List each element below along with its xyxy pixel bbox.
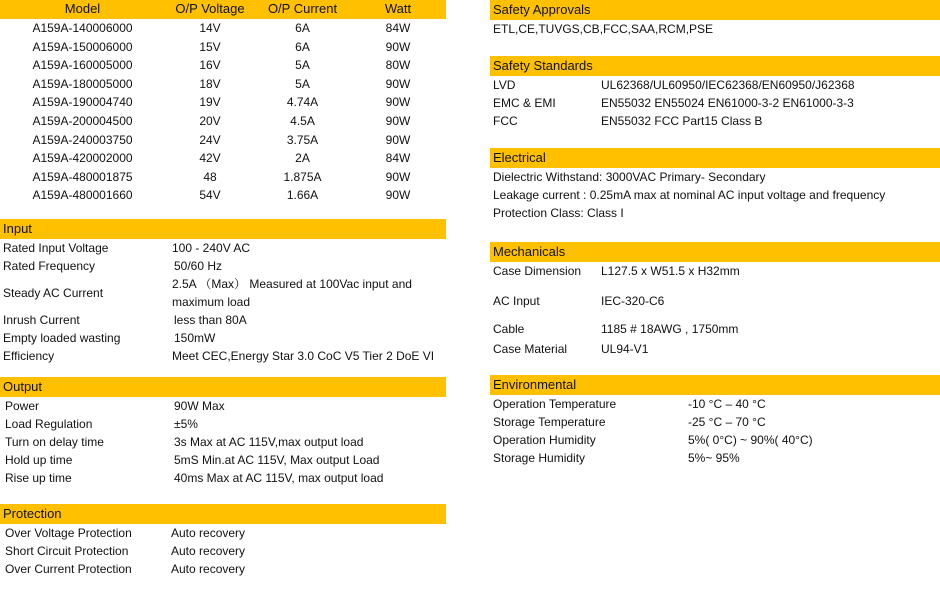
spec-row (490, 112, 940, 130)
spec-row (0, 415, 446, 433)
mechanicals-section (490, 262, 940, 358)
table-row (0, 56, 446, 75)
spec-row (490, 340, 940, 358)
spec-value: UL94-V1 (601, 342, 649, 356)
spec-label: Turn on delay time (5, 434, 104, 449)
spec-value: IEC-320-C6 (601, 294, 665, 308)
spec-row (490, 76, 940, 94)
protection-header: Protection (0, 504, 446, 524)
spec-label: Operation Temperature (493, 397, 617, 411)
spec-value: 100 - 240V AC (172, 240, 251, 255)
header-current: O/P Current (255, 0, 350, 19)
model-cell: A159A-140006000 (32, 21, 133, 35)
spec-label: FCC (493, 114, 518, 128)
spec-value: 5%~ 95% (688, 451, 740, 465)
spec-row (0, 524, 446, 542)
spec-label: Rise up time (5, 470, 72, 485)
spec-line (490, 204, 940, 222)
spec-value: 40ms Max at AC 115V, max output load (174, 470, 384, 485)
environmental-header: Environmental (490, 375, 940, 395)
spec-value: EN55032 EN55024 EN61000-3-2 EN61000-3-3 (601, 96, 854, 110)
current-cell: 1.66A (286, 188, 319, 203)
watt-cell: 90W (385, 169, 411, 184)
model-cell: A159A-190004740 (32, 95, 133, 110)
spec-value: Dielectric Withstand: 3000VAC Primary- Secondary (493, 170, 766, 184)
voltage-cell: 24V (199, 132, 221, 147)
voltage-cell: 54V (199, 188, 221, 203)
spec-line (490, 186, 940, 204)
header-voltage: O/P Voltage (165, 0, 255, 19)
spec-label: Case Dimension (493, 264, 582, 278)
watt-cell: 84W (385, 151, 411, 166)
model-cell: A159A-180005000 (32, 76, 133, 91)
spec-line (490, 168, 940, 186)
watt-cell: 90W (385, 76, 411, 91)
spec-value: UL62368/UL60950/IEC62368/EN60950/J62368 (601, 78, 855, 92)
watt-cell: 90W (385, 132, 411, 147)
model-cell: A159A-150006000 (32, 39, 133, 54)
current-cell: 4.5A (290, 113, 315, 128)
spec-label: Case Material (493, 342, 568, 356)
spec-row (0, 451, 446, 469)
table-row (0, 186, 446, 205)
safety-standards-header: Safety Standards (490, 56, 940, 76)
table-row (0, 19, 446, 38)
spec-value: 5%( 0°C) ~ 90%( 40°C) (688, 433, 813, 447)
voltage-cell: 20V (199, 113, 221, 128)
spec-label: Operation Humidity (493, 433, 596, 447)
spec-value: 5mS Min.at AC 115V, Max output Load (174, 452, 380, 467)
spec-value: less than 80A (174, 312, 247, 327)
mechanicals-header: Mechanicals (490, 242, 940, 262)
spec-label: AC Input (493, 294, 540, 308)
voltage-cell: 19V (199, 95, 221, 110)
spec-row (0, 397, 446, 415)
spec-value: L127.5 x W51.5 x H32mm (601, 264, 740, 278)
spec-row (490, 413, 940, 431)
spec-value: Meet CEC,Energy Star 3.0 CoC V5 Tier 2 DoE VI (172, 348, 435, 363)
spec-label: Storage Humidity (493, 451, 586, 465)
current-cell: 1.875A (283, 169, 322, 184)
watt-cell: 90W (385, 113, 411, 128)
spec-value: Leakage current : 0.25mA max at nominal AC input voltage and frequency (493, 188, 886, 202)
spec-row (490, 318, 940, 340)
model-cell: A159A-420002000 (32, 151, 133, 166)
table-row (0, 112, 446, 131)
spec-value: 150mW (174, 330, 216, 345)
spec-row (490, 94, 940, 112)
current-cell: 4.74A (286, 95, 319, 110)
spec-row (490, 284, 940, 318)
model-cell: A159A-240003750 (32, 132, 133, 147)
spec-row (0, 257, 446, 275)
current-cell: 3.75A (286, 132, 319, 147)
spec-value: 50/60 Hz (174, 258, 223, 273)
spec-value: Protection Class: Class I (493, 206, 624, 220)
input-section (0, 239, 446, 365)
model-cell: A159A-200004500 (32, 113, 133, 128)
spec-value: ±5% (174, 416, 198, 431)
right-column (490, 0, 940, 467)
spec-row (0, 239, 446, 257)
spec-row (0, 542, 446, 560)
electrical-header: Electrical (490, 148, 940, 168)
spec-label: Power (5, 398, 40, 413)
environmental-section (490, 395, 940, 467)
spec-value: Auto recovery (171, 561, 246, 576)
spec-label: Load Regulation (5, 416, 93, 431)
model-cell: A159A-480001660 (32, 188, 133, 203)
table-row (0, 38, 446, 57)
spec-row (490, 395, 940, 413)
table-row (0, 131, 446, 150)
spec-label: Hold up time (5, 452, 73, 467)
spec-label: Storage Temperature (493, 415, 606, 429)
spec-value: -10 °C – 40 °C (688, 397, 766, 411)
voltage-cell: 15V (199, 39, 221, 54)
spec-row (0, 347, 446, 365)
spec-row (0, 275, 446, 311)
current-cell: 5A (295, 76, 310, 91)
model-table-body (0, 19, 446, 205)
spec-label: EMC & EMI (493, 96, 556, 110)
header-model: Model (0, 0, 165, 19)
header-watt: Watt (350, 0, 446, 19)
current-cell: 6A (295, 21, 310, 35)
watt-cell: 90W (385, 95, 411, 110)
model-table-header (0, 0, 446, 19)
spec-row (0, 469, 446, 487)
voltage-cell: 48 (203, 169, 217, 184)
table-row (0, 149, 446, 168)
voltage-cell: 14V (199, 21, 221, 35)
spec-label: Short Circuit Protection (5, 543, 129, 558)
spec-value: Auto recovery (171, 543, 246, 558)
input-header: Input (0, 219, 446, 239)
current-cell: 6A (295, 39, 310, 54)
spec-label: Steady AC Current (3, 285, 104, 300)
spec-value: 3s Max at AC 115V,max output load (174, 434, 364, 449)
protection-section (0, 524, 446, 578)
safety-approvals-header: Safety Approvals (490, 0, 940, 20)
spec-label: Rated Frequency (3, 258, 96, 273)
spec-value: Auto recovery (171, 525, 246, 540)
model-table (0, 0, 446, 205)
spec-value: -25 °C – 70 °C (688, 415, 766, 429)
electrical-section (490, 168, 940, 222)
voltage-cell: 16V (199, 58, 221, 73)
table-row (0, 75, 446, 94)
current-cell: 5A (295, 58, 310, 73)
current-cell: 2A (295, 151, 310, 166)
output-header: Output (0, 377, 446, 397)
table-row (0, 93, 446, 112)
voltage-cell: 42V (199, 151, 221, 166)
spec-value: EN55032 FCC Part15 Class B (601, 114, 763, 128)
spec-label: Empty loaded wasting (3, 330, 121, 345)
spec-row (0, 433, 446, 451)
left-column (0, 0, 446, 578)
spec-label: Over Current Protection (5, 561, 132, 576)
model-cell: A159A-480001875 (32, 169, 133, 184)
spec-row (490, 449, 940, 467)
watt-cell: 90W (385, 39, 411, 54)
spec-value: 2.5A （Max） Measured at 100Vac input and maximum load (172, 276, 412, 309)
watt-cell: 90W (385, 188, 411, 203)
spec-row (0, 329, 446, 347)
spec-label: Cable (493, 322, 525, 336)
spec-value: 90W Max (174, 398, 225, 413)
spec-row (0, 311, 446, 329)
watt-cell: 84W (385, 21, 411, 35)
output-section (0, 397, 446, 487)
watt-cell: 80W (385, 58, 411, 73)
spec-row (0, 560, 446, 578)
spec-label: Over Voltage Protection (5, 525, 132, 540)
safety-standards-section (490, 76, 940, 130)
safety-approvals-text (490, 20, 940, 38)
spec-label: Efficiency (3, 348, 55, 363)
spec-row (490, 431, 940, 449)
table-row (0, 168, 446, 187)
spec-value: ETL,CE,TUVGS,CB,FCC,SAA,RCM,PSE (493, 22, 714, 36)
model-cell: A159A-160005000 (32, 58, 133, 73)
spec-label: LVD (493, 78, 516, 92)
voltage-cell: 18V (199, 76, 221, 91)
spec-label: Rated Input Voltage (3, 240, 109, 255)
spec-label: Inrush Current (3, 312, 80, 327)
spec-row (490, 262, 940, 284)
spec-value: 1185 # 18AWG , 1750mm (601, 322, 739, 336)
